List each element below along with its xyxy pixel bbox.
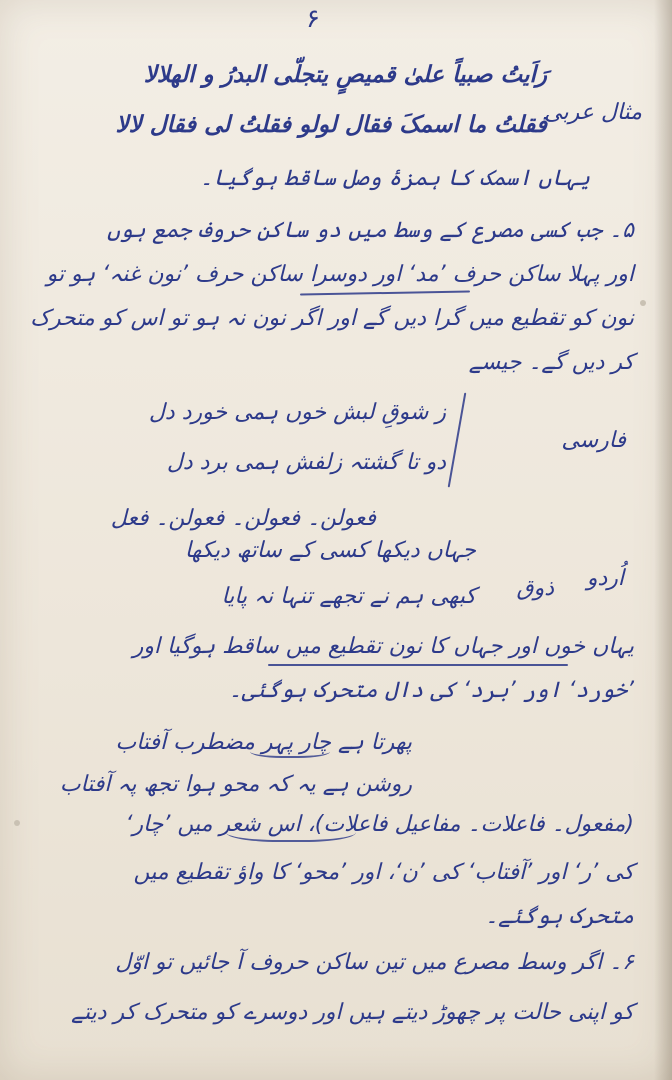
meter-line-2: کی ’ر‘ اور ’آفتاب‘ کی ’ن‘، اور ’محو‘ کا واؤ تقطیع میں bbox=[133, 860, 634, 885]
paper-speck bbox=[14, 820, 20, 826]
underline-mark bbox=[300, 291, 470, 296]
bracket-mark bbox=[448, 393, 467, 488]
urdu-verse-2: کبھی ہم نے تجھے تنہا نہ پایا bbox=[221, 584, 476, 609]
persian-example-label: فارسی bbox=[561, 428, 626, 453]
persian-meter: فعولن۔ فعولن۔ فعولن۔ فعل bbox=[110, 506, 376, 531]
meter-line-1: (مفعول۔ فاعلات۔ مفاعیل فاعلات)، اس شعر میں ’چار‘ bbox=[125, 812, 634, 837]
arabic-verse-2: فقلتُ ما اسمکَ فقال لولو فقلتُ لی فقال لالا bbox=[115, 112, 547, 138]
circle-mark bbox=[250, 742, 330, 758]
page-edge-shadow bbox=[654, 0, 672, 1080]
couplet-verse-2: روشن ہے یہ کہ محو ہوا تجھ پہ آفتاب bbox=[59, 772, 412, 797]
rule5-line-1: ۵۔ جب کسی مصرع کے وسط میں دو ساکن حروف جمع ہوں bbox=[106, 218, 634, 243]
explain-line-2: ’خورد‘ اور ’برد‘ کی دال متحرک ہوگئی۔ bbox=[228, 678, 634, 703]
meter-line-3: متحرک ہوگئے۔ bbox=[485, 904, 634, 929]
rule5-line-2: اور پہلا ساکن حرف ’مد‘ اور دوسرا ساکن حرف ’نون غنہ‘ ہو تو bbox=[46, 262, 634, 287]
underline-mark bbox=[268, 664, 568, 666]
circle-mark bbox=[226, 818, 356, 842]
rule5-line-3: نون کو تقطیع میں گرا دیں گے اور اگر نون نہ ہو تو اس کو متحرک bbox=[30, 306, 634, 331]
couplet-verse-1: پھرتا ہے چار پہر مضطرب آفتاب bbox=[115, 730, 412, 755]
arabic-verse-1: رَاَیتُ صبیاً علیٰ قمیصٍ یتجلّی البدرُ و الھلالا bbox=[143, 62, 547, 88]
urdu-example-label: اُردو bbox=[586, 566, 624, 591]
hamza-note: یہاں اسمک کا ہمزۂ وصل ساقط ہوگیا۔ bbox=[199, 166, 590, 191]
rule5-line-4: کر دیں گے۔ جیسے bbox=[468, 350, 634, 375]
page-number: ۶ bbox=[306, 4, 320, 34]
poet-name: ذوق bbox=[516, 576, 554, 601]
rule6-line-1: ۶۔ اگر وسط مصرع میں تین ساکن حروف آ جائیں تو اوّل bbox=[115, 950, 634, 975]
urdu-verse-1: جہاں دیکھا کسی کے ساتھ دیکھا bbox=[184, 538, 476, 563]
persian-verse-2: دو تا گشتہ زلفش ہمی برد دل bbox=[166, 450, 446, 475]
explain-line-1: یہاں خوں اور جہاں کا نون تقطیع میں ساقط ہوگیا اور bbox=[132, 634, 634, 659]
rule6-line-2: کو اپنی حالت پر چھوڑ دیتے ہیں اور دوسرے کو متحرک کر دیتے bbox=[71, 1000, 634, 1025]
arabic-example-label: مثال عربی bbox=[544, 100, 642, 125]
persian-verse-1: ز شوقِ لبش خوں ہمی خورد دل bbox=[148, 400, 446, 425]
paper-speck bbox=[640, 300, 646, 306]
